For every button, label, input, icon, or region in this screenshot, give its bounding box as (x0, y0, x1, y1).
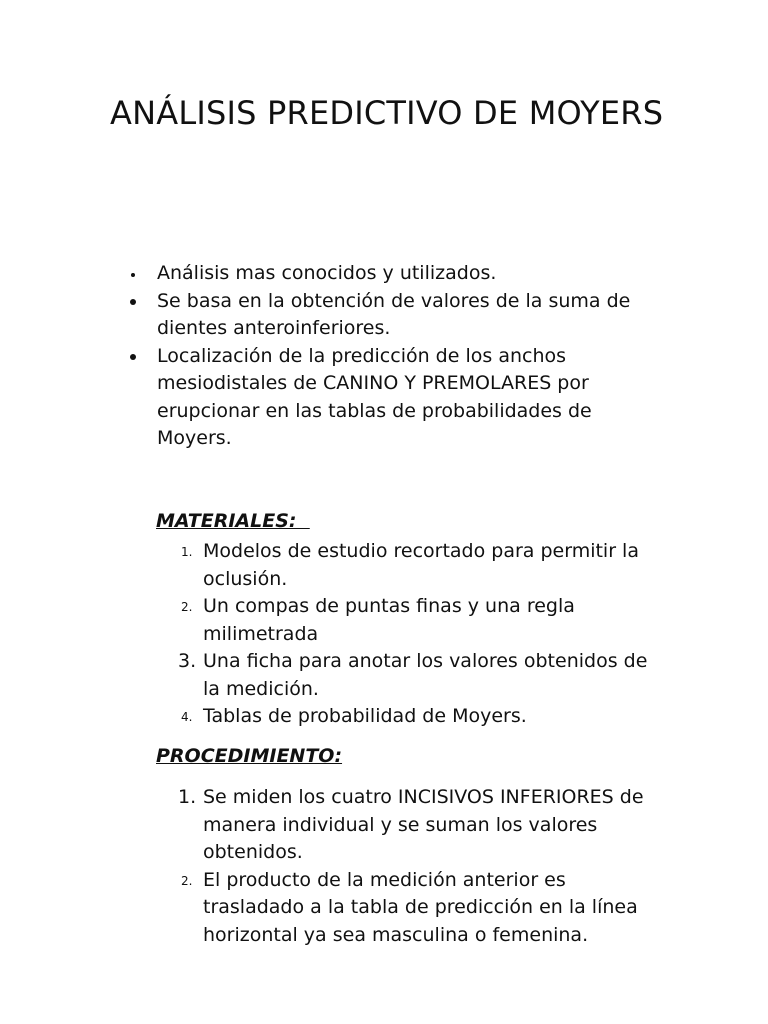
page-title: ANÁLISIS PREDICTIVO DE MOYERS (110, 94, 664, 132)
list-item (178, 867, 668, 950)
list-item-text: Modelos de estudio recortado para permitir la oclusión. (203, 540, 639, 590)
list-item-text: Se miden los cuatro INCISIVOS INFERIORES de manera individual y se suman los valores obtenidos. (203, 786, 644, 863)
bullet-text: Localización de la predicción de los anchos mesiodistales de CANINO Y PREMOLARES por erupcionar en las tablas de probabilidades de Moyers. (157, 344, 592, 449)
list-item (178, 784, 668, 867)
intro-bullet-list (130, 260, 650, 453)
materials-heading: MATERIALES: (156, 510, 310, 532)
bullet-text: Se basa en la obtención de valores de la suma de dientes anteroinferiores. (157, 289, 631, 339)
list-item-text: Una ficha para anotar los valores obtenidos de la medición. (203, 650, 648, 700)
list-number: 2. (181, 600, 193, 614)
list-number: 3. (178, 650, 197, 672)
list-item-text: El producto de la medición anterior es trasladado a la tabla de predicción en la línea horizontal ya sea masculina o femenina. (203, 868, 638, 946)
bullet-icon (130, 299, 136, 305)
list-item (178, 538, 668, 593)
list-item (130, 343, 650, 453)
list-number: 1. (178, 786, 197, 808)
list-item (178, 593, 668, 648)
bullet-icon (130, 354, 136, 360)
list-item-text: Tablas de probabilidad de Moyers. (203, 705, 527, 727)
materials-list (178, 538, 668, 731)
list-number: 4. (181, 710, 193, 724)
list-item (130, 260, 650, 288)
procedure-heading: PROCEDIMIENTO: (156, 745, 343, 767)
list-item-text: Un compas de puntas finas y una regla milimetrada (203, 595, 575, 645)
list-item (130, 288, 650, 343)
list-number: 1. (181, 545, 193, 559)
bullet-text: Análisis mas conocidos y utilizados. (157, 262, 497, 284)
list-item (178, 703, 668, 731)
list-item (178, 648, 668, 703)
bullet-icon (131, 273, 135, 277)
list-number: 2. (181, 873, 193, 888)
procedure-list (178, 784, 668, 949)
